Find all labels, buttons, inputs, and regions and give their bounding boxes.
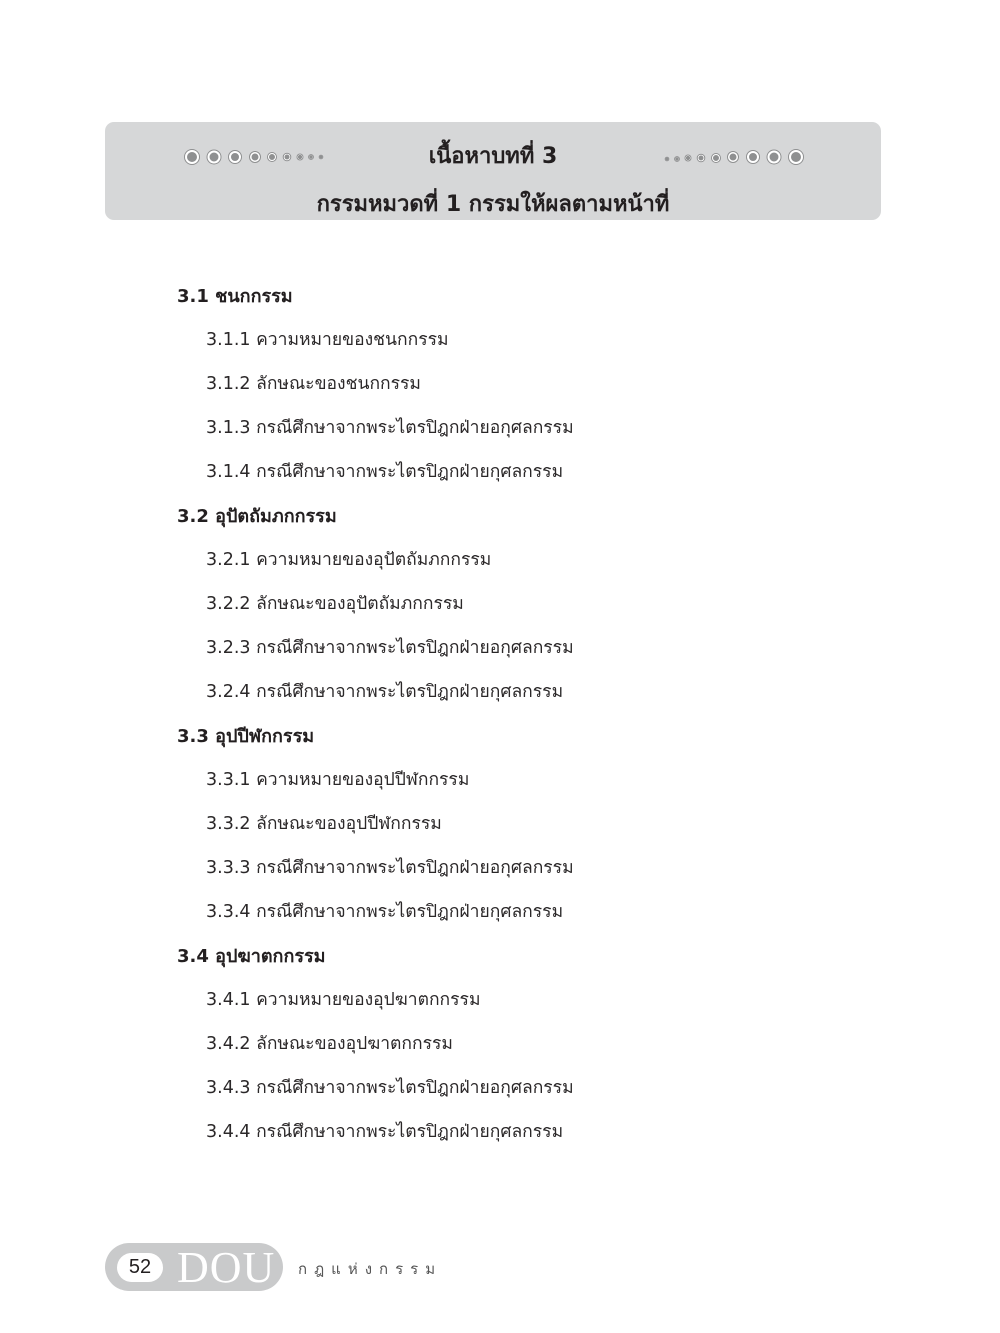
dou-logo: DOU (177, 1243, 276, 1292)
section-heading: 3.1 ชนกกรรม (177, 286, 293, 307)
page-number: 52 (117, 1253, 163, 1282)
chapter-header-box (105, 122, 881, 220)
subsection-item: 3.2.2 ลักษณะของอุปัตถัมภกกรรม (206, 594, 464, 614)
chapter-subtitle: กรรมหมวดที่ 1 กรรมให้ผลตามหน้าที่ (316, 192, 670, 217)
subsection-item: 3.2.3 กรณีศึกษาจากพระไตรปิฎกฝ่ายอกุศลกรรม (206, 638, 574, 658)
subsection-item: 3.3.1 ความหมายของอุปปีฬกกรรม (206, 770, 470, 790)
decorative-dots-right-icon (655, 146, 805, 168)
book-title: กฎแห่งกรรม (298, 1260, 443, 1278)
footer-badge (105, 1243, 283, 1291)
subsection-item: 3.4.2 ลักษณะของอุปฆาตกกรรม (206, 1034, 453, 1054)
subsection-item: 3.3.4 กรณีศึกษาจากพระไตรปิฎกฝ่ายกุศลกรรม (206, 902, 564, 922)
subsection-item: 3.1.4 กรณีศึกษาจากพระไตรปิฎกฝ่ายกุศลกรรม (206, 462, 564, 482)
subsection-item: 3.3.3 กรณีศึกษาจากพระไตรปิฎกฝ่ายอกุศลกรรม (206, 858, 574, 878)
subsection-item: 3.1.2 ลักษณะของชนกกรรม (206, 374, 421, 394)
subsection-item: 3.4.4 กรณีศึกษาจากพระไตรปิฎกฝ่ายกุศลกรรม (206, 1122, 564, 1142)
subsection-item: 3.1.1 ความหมายของชนกกรรม (206, 330, 449, 350)
section-heading: 3.4 อุปฆาตกกรรม (177, 946, 326, 967)
subsection-item: 3.2.4 กรณีศึกษาจากพระไตรปิฎกฝ่ายกุศลกรรม (206, 682, 564, 702)
section-heading: 3.3 อุปปีฬกกรรม (177, 726, 315, 747)
subsection-item: 3.3.2 ลักษณะของอุปปีฬกกรรม (206, 814, 442, 834)
subsection-item: 3.4.3 กรณีศึกษาจากพระไตรปิฎกฝ่ายอกุศลกรรม (206, 1078, 574, 1098)
subsection-item: 3.2.1 ความหมายของอุปัตถัมภกกรรม (206, 550, 492, 570)
subsection-item: 3.1.3 กรณีศึกษาจากพระไตรปิฎกฝ่ายอกุศลกรรม (206, 418, 574, 438)
subsection-item: 3.4.1 ความหมายของอุปฆาตกกรรม (206, 990, 481, 1010)
section-heading: 3.2 อุปัตถัมภกกรรม (177, 506, 337, 527)
chapter-title: เนื้อหาบทที่ 3 (428, 144, 558, 169)
